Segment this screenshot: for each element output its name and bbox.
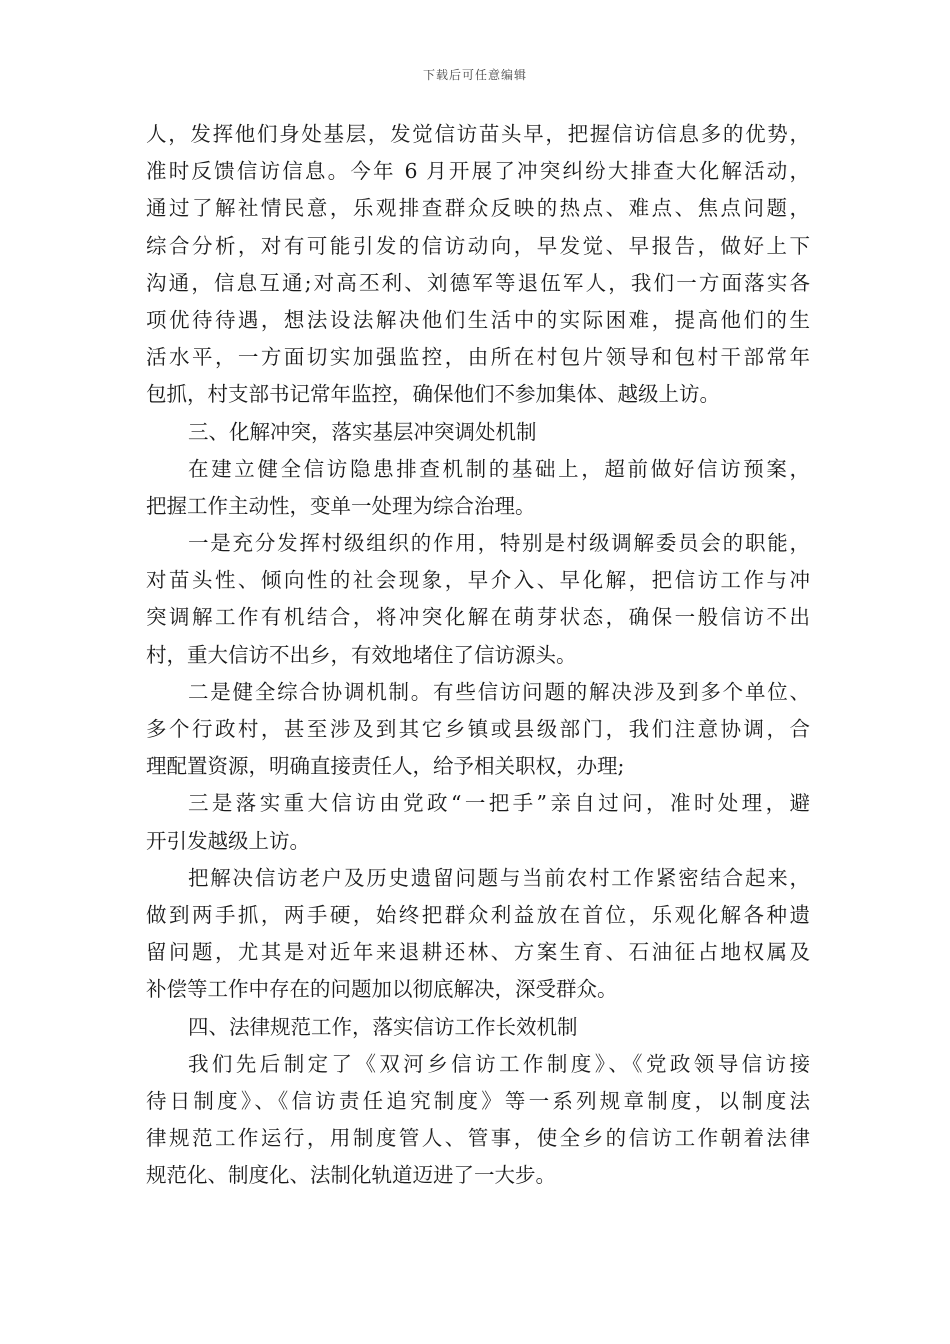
text-line: 四、法律规范工作，落实信访工作长效机制	[188, 1014, 578, 1039]
text-line: 包抓，村支部书记常年监控，确保他们不参加集体、越级上访。	[146, 382, 720, 407]
document-body	[146, 116, 810, 1194]
text-line: 我们先后制定了《双河乡信访工作制度》、《党政领导信访接	[188, 1051, 810, 1076]
text-line: 活水平，一方面切实加强监控，由所在村包片领导和包村干部常年	[146, 345, 810, 370]
text-line: 对苗头性、倾向性的社会现象，早介入、早化解，把信访工作与冲	[146, 568, 810, 593]
text-line: 人，发挥他们身处基层，发觉信访苗头早，把握信访信息多的优势，	[146, 122, 810, 146]
text-line: 一是充分发挥村级组织的作用，特别是村级调解委员会的职能，	[188, 531, 810, 556]
text-line: 项优待待遇，想法设法解决他们生活中的实际困难，提高他们的生	[146, 307, 810, 332]
text-line: 做到两手抓，两手硬，始终把群众利益放在首位，乐观化解各种遗	[146, 902, 810, 927]
text-line: 沟通，信息互通;对高丕利、刘德军等退伍军人，我们一方面落实各	[146, 270, 810, 295]
text-line: 在建立健全信访隐患排查机制的基础上，超前做好信访预案，	[188, 456, 810, 481]
text-line: 把解决信访老户及历史遗留问题与当前农村工作紧密结合起来，	[188, 865, 810, 890]
text-line: 待日制度》、《信访责任追究制度》等一系列规章制度，以制度法	[146, 1088, 810, 1113]
text-line: 二是健全综合协调机制。有些信访问题的解决涉及到多个单位、	[188, 679, 810, 704]
text-line: 律规范工作运行，用制度管人、管事，使全乡的信访工作朝着法律	[146, 1126, 810, 1151]
text-line: 三、化解冲突，落实基层冲突调处机制	[188, 419, 537, 444]
text-line: 多个行政村，甚至涉及到其它乡镇或县级部门，我们注意协调，合	[146, 717, 810, 741]
text-line: 三是落实重大信访由党政“一把手”亲自过问，准时处理，避	[188, 791, 810, 816]
text-line: 通过了解社情民意，乐观排查群众反映的热点、难点、焦点问题，	[146, 196, 810, 221]
text-line: 村，重大信访不出乡，有效地堵住了信访源头。	[146, 642, 577, 667]
text-line: 规范化、制度化、法制化轨道迈进了一大步。	[146, 1163, 556, 1188]
text-line: 准时反馈信访信息。今年 6 月开展了冲突纠纷大排查大化解活动，	[146, 159, 810, 184]
text-line: 理配置资源，明确直接责任人，给予相关职权，办理;	[146, 754, 625, 779]
text-line: 把握工作主动性，变单一处理为综合治理。	[146, 493, 536, 518]
text-line: 突调解工作有机结合，将冲突化解在萌芽状态，确保一般信访不出	[146, 605, 810, 630]
text-line: 留问题，尤其是对近年来退耕还林、方案生育、石油征占地权属及	[146, 940, 810, 965]
text-line: 综合分析，对有可能引发的信访动向，早发觉、早报告，做好上下	[146, 233, 810, 258]
page-header: 下载后可任意编辑	[422, 68, 527, 82]
text-line: 补偿等工作中存在的问题加以彻底解决，深受群众。	[146, 977, 618, 1002]
text-line: 开引发越级上访。	[146, 828, 310, 853]
